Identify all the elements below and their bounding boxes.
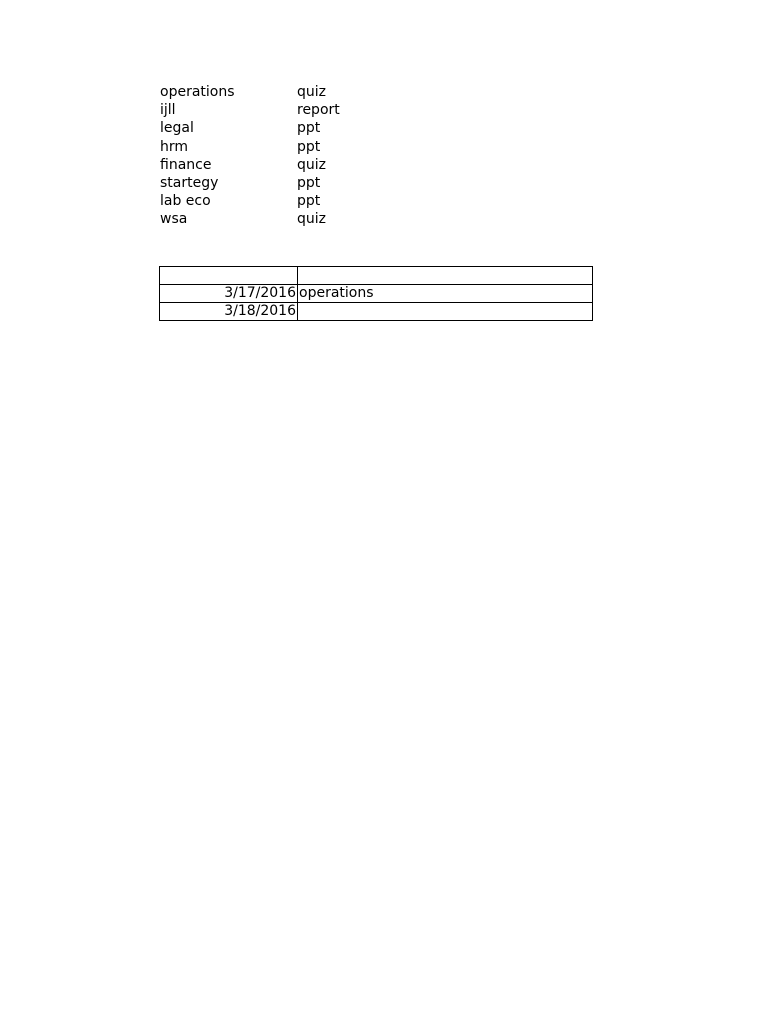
subject-name: legal (160, 120, 194, 137)
subject-name: wsa (160, 211, 188, 228)
subject-type: quiz (297, 84, 326, 100)
subject-name: ijll (160, 102, 176, 119)
subject-cell: operations (298, 285, 593, 303)
subject-type: ppt (297, 193, 321, 210)
subject-cell (298, 267, 593, 285)
subject-name: operations (160, 84, 235, 100)
subject-cell (298, 303, 593, 321)
subject-type: ppt (297, 174, 321, 191)
date-cell: 3/18/2016 (160, 303, 298, 321)
schedule-table (159, 266, 593, 321)
subject-type: report (297, 102, 340, 119)
subject-type: quiz (297, 156, 326, 173)
date-cell (160, 267, 298, 285)
subject-type: quiz (297, 211, 326, 228)
subject-name: hrm (160, 138, 189, 155)
date-cell: 3/17/2016 (160, 285, 298, 303)
subject-name: lab eco (160, 193, 211, 210)
subject-type: ppt (297, 138, 321, 155)
table-row (160, 303, 593, 321)
table-row (160, 267, 593, 285)
subject-type: ppt (297, 120, 321, 137)
table-row (160, 285, 593, 303)
subject-name: startegy (160, 174, 219, 191)
subject-name: finance (160, 156, 212, 173)
